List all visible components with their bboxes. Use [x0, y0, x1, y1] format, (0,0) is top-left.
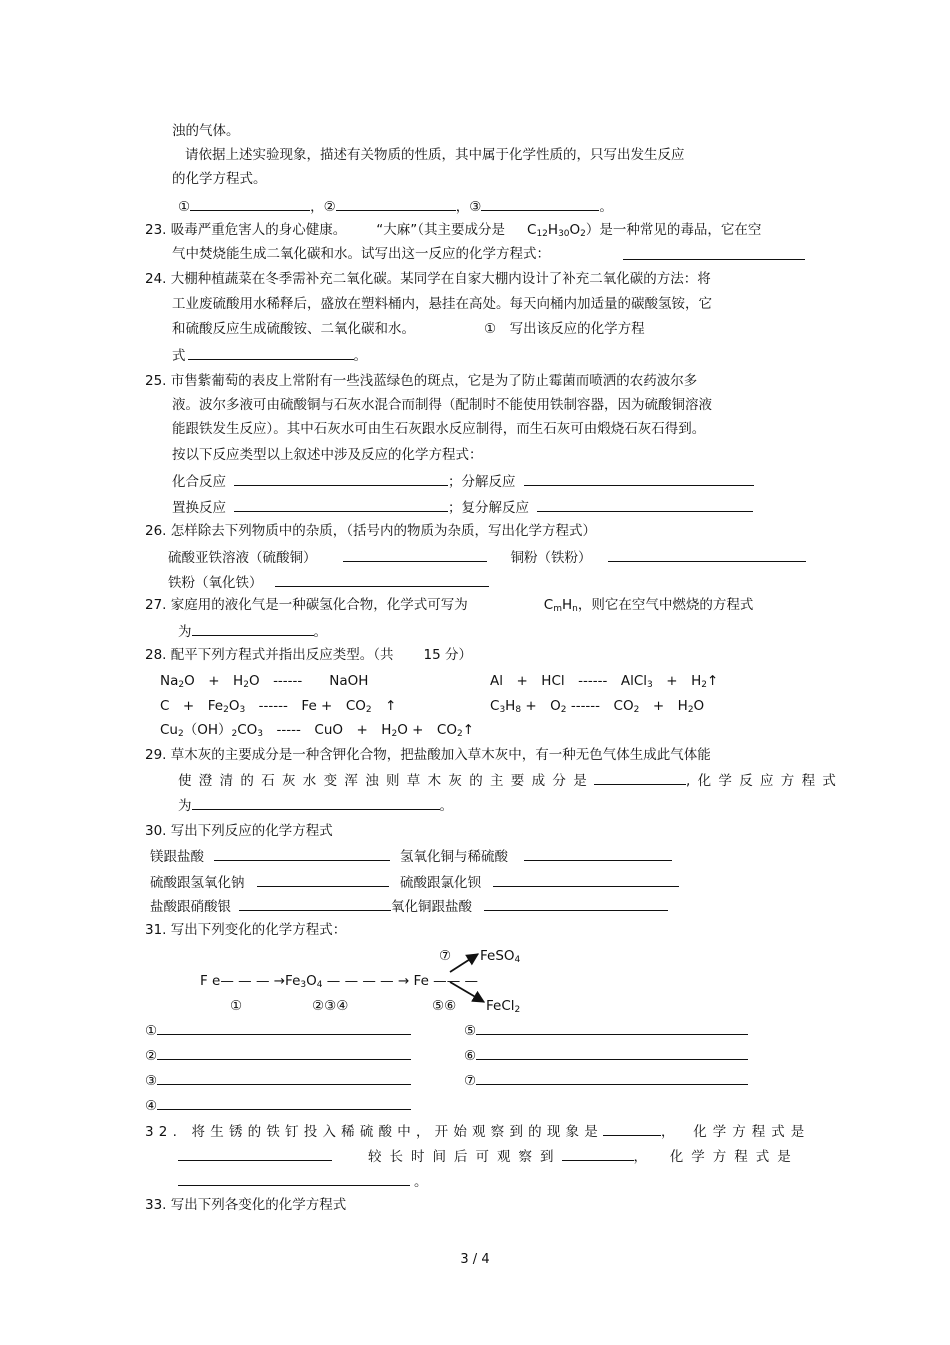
q31-line-1: 31. 写出下列变化的化学方程式： [145, 922, 347, 938]
period: 。 [439, 798, 453, 814]
q30-line-1: 30. 写出下列反应的化学方程式 [145, 823, 333, 839]
subscript: 2 [178, 680, 185, 690]
formula: O [569, 222, 581, 238]
answer-blank[interactable] [157, 1020, 411, 1035]
q23-text: 气中焚烧能生成二氧化碳和水。试写出这一反应的化学方程式： [172, 246, 550, 262]
line-3: 的化学方程式。 [172, 171, 267, 187]
subscript: 2 [365, 705, 372, 715]
formula: + O [521, 698, 561, 714]
formula: Na [160, 673, 179, 689]
subscript: 2 [560, 705, 567, 715]
line-1: 浊的气体。 [172, 123, 240, 139]
q32-text: ， 化学方程式是 [660, 1124, 811, 1140]
subscript: 3 [300, 980, 307, 990]
arrow-down-icon [450, 982, 484, 1002]
q30-item: 氧化铜跟盐酸 [391, 899, 472, 915]
formula: O [693, 698, 705, 714]
period: 。 [599, 199, 613, 215]
reaction-type-double-decomposition: ；复分解反应 [448, 500, 529, 516]
q24-line-3b: ① 写出该反应的化学方程 [484, 321, 645, 337]
formula: H [561, 597, 573, 613]
subscript: 2 [456, 729, 463, 739]
subscript: 8 [515, 705, 522, 715]
q32-line-2 [178, 1146, 799, 1166]
reaction-type-displacement: 置换反应 [172, 500, 226, 516]
formula: ------ Fe + CO [245, 698, 366, 714]
subscript: 2 [701, 680, 707, 690]
formula: ↑ [706, 673, 719, 689]
q30-item: 硫酸跟氢氧化钠 [150, 875, 245, 891]
answer-blank[interactable] [157, 1045, 411, 1060]
reaction-type-combination: 化合反应 [172, 474, 226, 490]
circled-1: ① [178, 199, 191, 215]
q25-line-2: 液。波尔多液可由硫酸铜与石灰水混合而制得（配制时不能使用铁制容器，因为硫酸铜溶液 [172, 397, 712, 413]
formula: O ------ NaOH [248, 673, 369, 689]
subscript: 2 [223, 705, 229, 715]
subscript: 2 [391, 729, 398, 739]
answer-blank[interactable] [562, 1146, 634, 1161]
formula: FeSO [480, 948, 515, 964]
q32-text: 较长时间后可观察到 [368, 1149, 562, 1165]
q24-text: 式 [172, 348, 186, 364]
q31-blank-4 [145, 1095, 411, 1115]
subscript: m [553, 604, 562, 614]
formula: FeCl [486, 998, 515, 1014]
subscript: 2 [243, 680, 249, 690]
answer-blank[interactable] [157, 1095, 411, 1110]
formula: O [228, 698, 240, 714]
circled-number: ⑤ [464, 1023, 477, 1039]
period: 。 [313, 624, 327, 640]
formula: C [543, 597, 554, 613]
subscript: 4 [316, 980, 323, 990]
formula: Al + HCl ------ AlCl [490, 673, 648, 689]
subscript: 3 [499, 705, 506, 715]
subscript: 3 [239, 705, 246, 715]
step-56-label: ⑤⑥ [432, 998, 457, 1014]
q32-text: 32. 将生锈的铁钉投入稀硫酸中，开始观察到的现象是 [145, 1124, 603, 1140]
period: 。 [414, 1174, 428, 1190]
answer-blank[interactable] [476, 1045, 748, 1060]
q31-blank-1 [145, 1020, 411, 1040]
formula: + H [639, 698, 688, 714]
page-number: 3 / 4 [460, 1252, 490, 1267]
answer-blank[interactable] [603, 1121, 661, 1136]
q23-text: “大麻”（其主要成分是 [376, 222, 506, 238]
subscript: n [572, 604, 578, 614]
formula: O + CO [397, 722, 457, 738]
formula: — — [446, 973, 478, 989]
arrow-up-icon [450, 954, 478, 972]
formula: ↑ [462, 722, 475, 738]
circled-number: ① [145, 1023, 158, 1039]
formula: — — — — → Fe — [322, 973, 447, 989]
q23-text: 23. 吸毒严重危害人的身心健康。 [145, 222, 347, 238]
formula: H [505, 698, 516, 714]
formula: O [306, 973, 317, 989]
subscript: 2 [687, 705, 694, 715]
subscript: 3 [647, 680, 653, 690]
q29-line-1: 29. 草木灰的主要成分是一种含钾化合物，把盐酸加入草木灰中，有一种无色气体生成此气体能 [145, 747, 711, 763]
q24-line-1: 24. 大棚种植蔬菜在冬季需补充二氧化碳。某同学在自家大棚内设计了补充二氧化碳的方法：将 [145, 271, 711, 287]
subscript: 2 [514, 1005, 521, 1015]
circled-2: ，② [310, 199, 336, 215]
q32-line-3 [178, 1171, 428, 1191]
subscript: 3 [257, 729, 264, 739]
formula: CO [237, 722, 258, 738]
q26-item: 铜粉（铁粉） [510, 550, 592, 566]
q30-item: 硫酸跟氯化钡 [400, 875, 481, 891]
q28-text: 28. 配平下列方程式并指出反应类型。（共 [145, 647, 394, 663]
circled-number: ② [145, 1048, 158, 1064]
q25-line-4: 按以下反应类型以上叙述中涉及反应的化学方程式： [172, 447, 483, 463]
step-7-label: ⑦ [439, 948, 452, 964]
formula: Cu [160, 722, 178, 738]
answer-blank[interactable] [178, 1171, 410, 1186]
subscript: 12 [536, 229, 548, 239]
q30-item: 盐酸跟硝酸银 [150, 899, 231, 915]
subscript: 2 [633, 705, 640, 715]
subscript: 2 [177, 729, 184, 739]
q29-text: 为 [178, 798, 192, 814]
formula: H [547, 222, 559, 238]
circled-3: ，③ [455, 199, 482, 215]
q29-text: 使澄清的石灰水变浑浊则草木灰的主要成分是 [178, 773, 594, 789]
q33-line-1: 33. 写出下列各变化的化学方程式 [145, 1197, 347, 1213]
q31-blank-2 [145, 1045, 411, 1065]
formula: ----- CuO + H [263, 722, 392, 738]
q27-text: 为 [178, 624, 192, 640]
q27-text: 27. 家庭用的液化气是一种碳氢化合物，化学式可写为 [145, 597, 468, 613]
q31-blank-6 [464, 1045, 748, 1065]
answer-blank[interactable] [476, 1020, 748, 1035]
circled-number: ⑦ [464, 1073, 477, 1089]
formula: ------ CO [566, 698, 634, 714]
answer-blank[interactable] [178, 1146, 332, 1161]
formula: C [490, 698, 500, 714]
circled-number: ④ [145, 1098, 158, 1114]
q31-blank-3 [145, 1070, 411, 1090]
q27-text: ，则它在空气中燃烧的方程式 [577, 597, 754, 613]
q25-line-1: 25. 市售紫葡萄的表皮上常附有一些浅蓝绿色的斑点，它是为了防止霉菌而喷洒的农药波尔多 [145, 373, 698, 389]
circled-number: ⑥ [464, 1048, 477, 1064]
answer-blank[interactable] [476, 1070, 748, 1085]
q26-item: 硫酸亚铁溶液（硫酸铜） [168, 550, 317, 566]
formula: C [527, 222, 537, 238]
q31-blank-7 [464, 1070, 748, 1090]
subscript: 4 [514, 955, 521, 965]
subscript: 2 [231, 729, 238, 739]
answer-blank[interactable] [157, 1070, 411, 1085]
q24-line-2: 工业废硫酸用水稀释后，盛放在塑料桶内，悬挂在高处。每天向桶内加适量的碳酸氢铵，它 [172, 296, 712, 312]
q29-text: ,化学反应方程式 [686, 773, 844, 789]
formula: + H [652, 673, 702, 689]
q32-line-1 [145, 1121, 810, 1141]
q23-text: ）是一种常见的毒品，它在空 [585, 222, 762, 238]
q26-item: 铁粉（氧化铁） [168, 575, 263, 591]
formula: O + H [184, 673, 244, 689]
q32-text: ， 化学方程式是 [633, 1149, 799, 1165]
formula: F e— — — →Fe [200, 973, 301, 989]
q28-text: 15 分） [423, 647, 472, 663]
step-234-label: ②③④ [312, 998, 349, 1014]
circled-number: ③ [145, 1073, 158, 1089]
formula: C + Fe [160, 698, 224, 714]
q26-line-1: 26. 怎样除去下列物质中的杂质，（括号内的物质为杂质，写出化学方程式） [145, 523, 597, 539]
q30-item: 镁跟盐酸 [150, 849, 204, 865]
subscript: 30 [558, 229, 570, 239]
q24-line-3: 和硫酸反应生成硫酸铵、二氧化碳和水。 [172, 321, 415, 337]
formula: ↑ [371, 698, 397, 714]
q31-blank-5 [464, 1020, 748, 1040]
subscript: 2 [580, 229, 586, 239]
q30-item: 氢氧化铜与稀硫酸 [400, 849, 508, 865]
reaction-type-decomposition: ；分解反应 [448, 474, 516, 490]
line-2: 请依据上述实验现象，描述有关物质的性质，其中属于化学性质的，只写出发生反应 [185, 147, 685, 163]
formula: （OH） [183, 722, 232, 738]
period: 。 [353, 348, 367, 364]
q25-line-3: 能跟铁发生反应）。其中石灰水可由生石灰跟水反应制得，而生石灰可由煅烧石灰石得到。 [172, 421, 706, 437]
step-1-label: ① [230, 998, 243, 1014]
